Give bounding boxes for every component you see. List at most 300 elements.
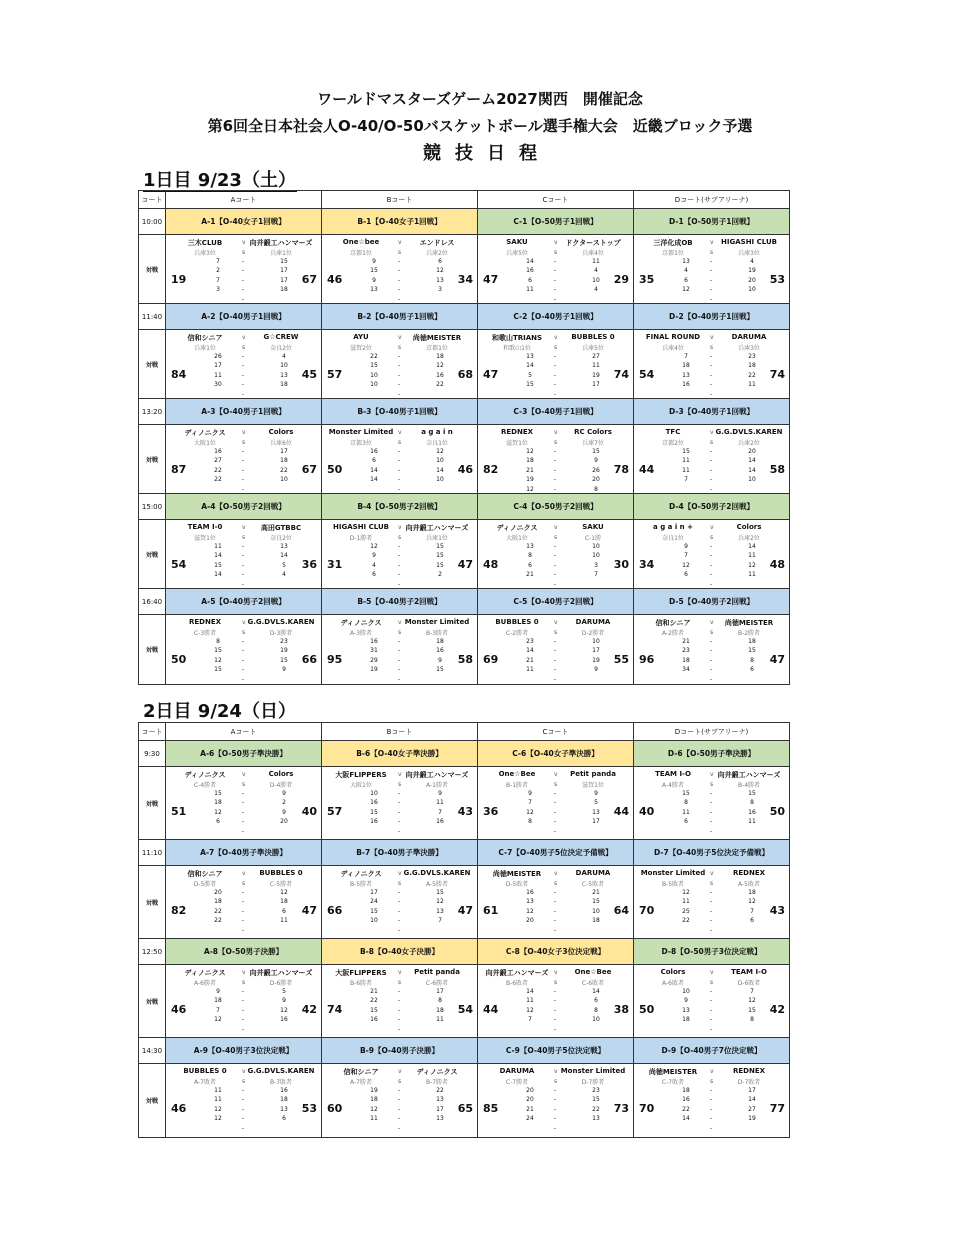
vs-s: s bbox=[398, 534, 402, 541]
score-separator: - bbox=[241, 1096, 245, 1104]
team-2-seed: 兵庫5位 bbox=[582, 345, 604, 352]
team-1-seed: 大阪1位 bbox=[350, 782, 372, 789]
team-1-period-score: 19 bbox=[370, 666, 378, 674]
score-separator: - bbox=[553, 827, 557, 835]
team-2-period-score: 16 bbox=[280, 1016, 288, 1024]
vs-s: s bbox=[398, 781, 402, 788]
score-separator: - bbox=[397, 647, 401, 655]
team-1-total: 36 bbox=[483, 805, 499, 818]
vs-v: v bbox=[710, 334, 714, 341]
match-body bbox=[634, 330, 789, 398]
team-1-seed: B-5勝者 bbox=[349, 881, 373, 888]
match-title: C-7【O-40男子5位決定予備戦】 bbox=[478, 840, 633, 866]
score-separator: - bbox=[709, 580, 713, 588]
match-title: C-8【O-40女子3位決定戦】 bbox=[478, 939, 633, 965]
score-separator: - bbox=[397, 638, 401, 645]
match-body bbox=[634, 615, 789, 684]
team-1-period-score: 23 bbox=[682, 647, 690, 655]
team-1-seed: A-4勝者 bbox=[662, 782, 684, 789]
vs-s: s bbox=[242, 979, 246, 986]
score-separator: - bbox=[397, 1016, 401, 1024]
team-1-period-score: 16 bbox=[370, 638, 378, 645]
team-2-total: 54 bbox=[457, 1003, 473, 1016]
team-1-period-score: 22 bbox=[214, 917, 222, 925]
team-2-period-score: 15 bbox=[748, 1006, 756, 1014]
team-2-period-score: 18 bbox=[280, 286, 288, 294]
team-2-name: 向井鍛工ハンマーズ bbox=[249, 239, 313, 247]
team-1-total: 50 bbox=[171, 653, 187, 666]
team-2-total: 55 bbox=[613, 653, 629, 666]
match-body bbox=[634, 425, 789, 493]
vs-s: s bbox=[710, 249, 714, 256]
matchup-label: 対戦 bbox=[145, 551, 158, 559]
team-1-period-score: 22 bbox=[214, 476, 222, 484]
vs-s: s bbox=[242, 1078, 246, 1085]
vs-s: s bbox=[398, 439, 402, 446]
team-2-period-score: 11 bbox=[436, 799, 444, 807]
vs-v: v bbox=[242, 429, 246, 436]
match-cell bbox=[477, 939, 633, 1037]
match-title: C-3【O-40男子1回戦】 bbox=[478, 399, 633, 425]
team-2-seed: B-7勝者 bbox=[425, 1079, 449, 1086]
team-2-seed: 奈良1位 bbox=[426, 440, 448, 447]
vs-s: s bbox=[710, 781, 714, 788]
match-title: B-1【O-40女子1回戦】 bbox=[322, 209, 477, 235]
team-1-seed: 兵庫1位 bbox=[194, 345, 216, 352]
team-1-period-score: 22 bbox=[370, 353, 378, 360]
score-separator: - bbox=[397, 917, 401, 925]
score-separator: - bbox=[709, 295, 713, 303]
matchup-label: 対戦 bbox=[145, 998, 158, 1006]
team-2-period-score: 15 bbox=[592, 1096, 600, 1104]
team-2-period-score: 15 bbox=[748, 790, 756, 797]
score-separator: - bbox=[397, 827, 401, 835]
team-1-seed: 滋賀1位 bbox=[194, 535, 216, 542]
team-1-seed: C-2勝者 bbox=[505, 630, 529, 637]
team-2-name: G.G.DVLS.KAREN bbox=[247, 618, 315, 626]
team-1-name: 向井鍛工ハンマーズ bbox=[485, 969, 549, 977]
team-1-period-score: 6 bbox=[528, 561, 532, 569]
score-separator: - bbox=[709, 448, 713, 455]
team-1-period-score: 12 bbox=[526, 808, 534, 816]
start-time: 11:10 bbox=[139, 840, 165, 866]
score-separator: - bbox=[553, 476, 557, 484]
vs-s: s bbox=[398, 979, 402, 986]
team-1-period-score: 14 bbox=[526, 647, 534, 655]
score-separator: - bbox=[241, 1115, 245, 1123]
match-body bbox=[478, 425, 633, 493]
vs-s: s bbox=[242, 880, 246, 887]
team-2-seed: B-4勝者 bbox=[737, 782, 761, 789]
team-2-total: 68 bbox=[457, 368, 473, 381]
team-2-period-score: 18 bbox=[436, 353, 444, 360]
score-separator: - bbox=[709, 485, 713, 493]
match-title: C-9【O-40男子5位決定戦】 bbox=[478, 1038, 633, 1064]
team-2-seed: D-2勝者 bbox=[581, 630, 605, 637]
score-separator: - bbox=[709, 286, 713, 294]
team-1-period-score: 15 bbox=[526, 381, 534, 389]
team-1-period-score: 12 bbox=[214, 1016, 222, 1024]
team-1-period-score: 22 bbox=[214, 907, 222, 915]
team-1-period-score: 18 bbox=[682, 1016, 690, 1024]
team-2-total: 65 bbox=[457, 1102, 473, 1115]
team-1-period-score: 11 bbox=[526, 997, 534, 1005]
vs-v: v bbox=[710, 870, 714, 877]
team-1-total: 74 bbox=[327, 1003, 343, 1016]
team-2-period-score: 19 bbox=[280, 647, 288, 655]
team-2-seed: 滋賀1位 bbox=[582, 782, 604, 789]
team-1-period-score: 7 bbox=[216, 258, 220, 265]
team-2-period-score: 17 bbox=[592, 381, 600, 389]
team-2-total: 47 bbox=[769, 653, 785, 666]
team-2-period-score: 14 bbox=[748, 1096, 756, 1104]
day-heading: 2日目 9/24（日） bbox=[143, 701, 296, 722]
team-2-period-score: 11 bbox=[748, 552, 756, 560]
match-body bbox=[166, 767, 321, 839]
team-2-period-score: 9 bbox=[594, 457, 598, 465]
score-separator: - bbox=[553, 561, 557, 569]
team-1-name: REDNEX bbox=[188, 618, 222, 626]
team-2-total: 38 bbox=[613, 1003, 629, 1016]
score-separator: - bbox=[241, 808, 245, 816]
team-1-total: 19 bbox=[171, 273, 187, 286]
team-1-period-score: 15 bbox=[370, 808, 378, 816]
vs-s: s bbox=[554, 534, 558, 541]
team-1-seed: D-5敗者 bbox=[505, 881, 529, 888]
team-1-name: Monster Limited bbox=[328, 428, 394, 436]
team-2-name: DARUMA bbox=[575, 618, 611, 626]
team-2-total: 47 bbox=[301, 904, 317, 917]
schedule-table bbox=[138, 722, 790, 1138]
team-1-period-score: 17 bbox=[370, 889, 378, 896]
vs-s: s bbox=[554, 781, 558, 788]
team-1-seed: C-7勝者 bbox=[505, 1079, 529, 1086]
team-1-period-score: 24 bbox=[370, 898, 378, 906]
team-2-period-score: 13 bbox=[280, 543, 288, 550]
team-1-seed: 滋賀1位 bbox=[506, 440, 528, 447]
match-cell bbox=[165, 494, 321, 588]
team-2-period-score: 27 bbox=[592, 353, 600, 360]
score-separator: - bbox=[241, 799, 245, 807]
team-2-period-score: 18 bbox=[592, 917, 600, 925]
match-cell bbox=[477, 840, 633, 938]
score-separator: - bbox=[241, 898, 245, 906]
team-2-total: 45 bbox=[301, 368, 317, 381]
team-1-period-score: 14 bbox=[682, 1115, 690, 1123]
team-2-period-score: 13 bbox=[280, 1105, 288, 1113]
score-separator: - bbox=[553, 258, 557, 265]
vs-v: v bbox=[242, 239, 246, 246]
team-1-total: 70 bbox=[639, 904, 655, 917]
score-separator: - bbox=[397, 656, 401, 664]
team-2-name: BUBBLES 0 bbox=[571, 333, 615, 341]
team-2-period-score: 6 bbox=[750, 666, 754, 674]
match-title: D-3【O-40男子1回戦】 bbox=[634, 399, 789, 425]
team-2-seed: 兵庫6位 bbox=[270, 440, 292, 447]
match-cell bbox=[477, 741, 633, 839]
vs-s: s bbox=[710, 1078, 714, 1085]
team-1-period-score: 6 bbox=[684, 276, 688, 284]
team-1-period-score: 7 bbox=[684, 476, 688, 484]
team-2-seed: B-7敗者 bbox=[269, 1079, 293, 1086]
team-2-period-score: 4 bbox=[750, 258, 754, 265]
team-2-name: DARUMA bbox=[731, 333, 767, 341]
match-title: C-1【O-50男子1回戦】 bbox=[478, 209, 633, 235]
team-1-period-score: 9 bbox=[684, 543, 688, 550]
team-1-period-score: 13 bbox=[682, 371, 690, 379]
team-2-period-score: 14 bbox=[748, 457, 756, 465]
score-separator: - bbox=[709, 907, 713, 915]
score-separator: - bbox=[241, 362, 245, 370]
team-2-total: 58 bbox=[769, 463, 785, 476]
match-title: A-8【O-50男子決勝】 bbox=[166, 939, 321, 965]
team-1-total: 31 bbox=[327, 558, 343, 571]
team-1-total: 54 bbox=[639, 368, 655, 381]
team-1-period-score: 11 bbox=[214, 1087, 222, 1094]
vs-v: v bbox=[710, 619, 714, 626]
team-2-period-score: 22 bbox=[748, 371, 756, 379]
team-1-name: BUBBLES 0 bbox=[495, 618, 539, 626]
score-separator: - bbox=[553, 666, 557, 674]
team-2-period-score: 22 bbox=[436, 381, 444, 389]
team-2-period-score: 15 bbox=[592, 448, 600, 455]
team-1-total: 82 bbox=[483, 463, 499, 476]
team-1-name: Monster Limited bbox=[640, 869, 706, 877]
score-separator: - bbox=[709, 390, 713, 398]
team-1-period-score: 15 bbox=[682, 790, 690, 797]
score-separator: - bbox=[553, 917, 557, 925]
team-1-period-score: 12 bbox=[526, 448, 534, 455]
score-separator: - bbox=[397, 818, 401, 826]
vs-s: s bbox=[710, 534, 714, 541]
team-2-seed: D-3勝者 bbox=[269, 630, 293, 637]
score-separator: - bbox=[241, 818, 245, 826]
team-2-period-score: 17 bbox=[280, 267, 288, 275]
team-1-seed: C-7敗者 bbox=[661, 1079, 685, 1086]
start-time: 12:50 bbox=[139, 939, 165, 965]
team-1-period-score: 10 bbox=[682, 988, 690, 995]
score-separator: - bbox=[397, 666, 401, 674]
team-1-total: 57 bbox=[327, 805, 343, 818]
team-2-total: 74 bbox=[613, 368, 629, 381]
team-2-period-score: 9 bbox=[438, 656, 442, 664]
matchup-label: 対戦 bbox=[145, 1098, 158, 1105]
team-1-name: ディノニクス bbox=[184, 969, 226, 977]
team-2-total: 47 bbox=[457, 904, 473, 917]
match-cell bbox=[321, 589, 477, 684]
team-2-period-score: 13 bbox=[436, 1096, 444, 1104]
team-2-seed: 兵庫3位 bbox=[738, 250, 760, 257]
time-slot bbox=[139, 589, 789, 684]
team-2-period-score: 14 bbox=[748, 466, 756, 474]
vs-v: v bbox=[242, 870, 246, 877]
team-1-period-score: 7 bbox=[528, 799, 532, 807]
team-1-seed: 和歌山1位 bbox=[503, 345, 531, 352]
team-2-period-score: 18 bbox=[436, 638, 444, 645]
match-title: C-2【O-40男子1回戦】 bbox=[478, 304, 633, 330]
team-2-period-score: 19 bbox=[592, 656, 600, 664]
team-1-total: 61 bbox=[483, 904, 499, 917]
start-time: 10:00 bbox=[139, 209, 165, 235]
team-2-total: 43 bbox=[769, 904, 785, 917]
team-1-period-score: 12 bbox=[682, 286, 690, 294]
vs-v: v bbox=[710, 429, 714, 436]
match-title: B-3【O-40男子1回戦】 bbox=[322, 399, 477, 425]
team-1-period-score: 12 bbox=[214, 1105, 222, 1113]
team-1-period-score: 12 bbox=[370, 543, 378, 550]
vs-s: s bbox=[710, 629, 714, 636]
team-2-period-score: 14 bbox=[436, 466, 444, 474]
score-separator: - bbox=[553, 1016, 557, 1024]
team-1-period-score: 4 bbox=[684, 267, 688, 275]
vs-v: v bbox=[242, 524, 246, 531]
score-separator: - bbox=[709, 267, 713, 275]
team-2-seed: 奈良2位 bbox=[270, 535, 292, 542]
match-cell bbox=[633, 1038, 789, 1137]
score-separator: - bbox=[397, 1105, 401, 1113]
team-2-period-score: 14 bbox=[280, 552, 288, 560]
score-separator: - bbox=[709, 675, 713, 683]
score-separator: - bbox=[397, 1006, 401, 1014]
court-header: Aコート bbox=[165, 723, 321, 740]
team-1-period-score: 18 bbox=[526, 457, 534, 465]
match-cell bbox=[165, 209, 321, 303]
team-2-name: HIGASHI CLUB bbox=[721, 238, 777, 246]
score-separator: - bbox=[553, 390, 557, 398]
team-1-total: 57 bbox=[327, 368, 343, 381]
score-separator: - bbox=[709, 476, 713, 484]
team-2-seed: 兵庫1位 bbox=[270, 250, 292, 257]
team-1-total: 85 bbox=[483, 1102, 499, 1115]
team-2-total: 29 bbox=[613, 273, 629, 286]
vs-v: v bbox=[554, 870, 558, 877]
match-title: D-9【O-40男子7位決定戦】 bbox=[634, 1038, 789, 1064]
team-2-period-score: 6 bbox=[594, 997, 598, 1005]
team-2-name: Colors bbox=[736, 523, 762, 531]
score-separator: - bbox=[709, 799, 713, 807]
team-1-period-score: 13 bbox=[370, 286, 378, 294]
matchup-label: 対戦 bbox=[145, 800, 158, 808]
vs-v: v bbox=[554, 429, 558, 436]
team-1-period-score: 11 bbox=[682, 457, 690, 465]
match-body bbox=[166, 615, 321, 684]
team-1-period-score: 18 bbox=[682, 656, 690, 664]
match-title: B-7【O-40男子準決勝】 bbox=[322, 840, 477, 866]
team-1-period-score: 24 bbox=[526, 1115, 534, 1123]
team-1-seed: 京都1位 bbox=[350, 250, 372, 257]
team-2-period-score: 6 bbox=[438, 258, 442, 265]
score-separator: - bbox=[709, 381, 713, 389]
team-1-period-score: 14 bbox=[214, 552, 222, 560]
team-2-seed: C-5敗者 bbox=[581, 881, 605, 888]
team-1-name: 尚徳MEISTER bbox=[492, 870, 542, 878]
score-separator: - bbox=[709, 571, 713, 579]
score-separator: - bbox=[709, 371, 713, 379]
team-2-period-score: 13 bbox=[436, 907, 444, 915]
score-separator: - bbox=[709, 790, 713, 797]
team-2-total: 43 bbox=[457, 805, 473, 818]
team-1-period-score: 14 bbox=[526, 362, 534, 370]
team-1-period-score: 9 bbox=[528, 790, 532, 797]
court-header: Cコート bbox=[477, 191, 633, 208]
score-separator: - bbox=[397, 267, 401, 275]
match-cell bbox=[477, 209, 633, 303]
vs-s: s bbox=[710, 979, 714, 986]
court-column-label: コート bbox=[141, 727, 163, 736]
match-title: B-9【O-40男子決勝】 bbox=[322, 1038, 477, 1064]
match-body bbox=[478, 235, 633, 303]
team-2-period-score: 20 bbox=[748, 448, 756, 455]
team-1-period-score: 16 bbox=[214, 448, 222, 455]
team-2-seed: C-6勝者 bbox=[425, 980, 449, 987]
score-separator: - bbox=[397, 1087, 401, 1094]
match-body bbox=[634, 965, 789, 1037]
vs-s: s bbox=[554, 439, 558, 446]
score-separator: - bbox=[241, 647, 245, 655]
time-slot bbox=[139, 304, 789, 399]
team-2-period-score: 18 bbox=[436, 1006, 444, 1014]
team-2-period-score: 16 bbox=[436, 371, 444, 379]
score-separator: - bbox=[397, 543, 401, 550]
score-separator: - bbox=[397, 371, 401, 379]
team-2-period-score: 10 bbox=[748, 286, 756, 294]
vs-v: v bbox=[554, 1068, 558, 1075]
team-2-period-score: 19 bbox=[592, 371, 600, 379]
score-separator: - bbox=[553, 907, 557, 915]
score-separator: - bbox=[553, 675, 557, 683]
team-1-period-score: 10 bbox=[370, 381, 378, 389]
vs-v: v bbox=[242, 771, 246, 778]
team-2-name: Petit panda bbox=[570, 770, 616, 778]
team-2-seed: C-5勝者 bbox=[269, 881, 293, 888]
court-header: Bコート bbox=[321, 723, 477, 740]
team-1-period-score: 19 bbox=[526, 476, 534, 484]
team-1-period-score: 12 bbox=[214, 1115, 222, 1123]
schedule-table bbox=[138, 190, 790, 685]
match-title: D-4【O-50男子2回戦】 bbox=[634, 494, 789, 520]
team-2-period-score: 22 bbox=[592, 1105, 600, 1113]
team-2-total: 64 bbox=[613, 904, 629, 917]
team-1-total: 40 bbox=[639, 805, 655, 818]
start-time: 15:00 bbox=[139, 494, 165, 520]
score-separator: - bbox=[241, 907, 245, 915]
score-separator: - bbox=[553, 276, 557, 284]
team-2-period-score: 13 bbox=[280, 371, 288, 379]
match-title: A-1【O-40女子1回戦】 bbox=[166, 209, 321, 235]
team-1-period-score: 11 bbox=[526, 666, 534, 674]
team-1-period-score: 12 bbox=[682, 889, 690, 896]
team-2-total: 42 bbox=[301, 1003, 317, 1016]
team-1-name: ディノニクス bbox=[340, 619, 382, 627]
team-2-period-score: 19 bbox=[748, 1115, 756, 1123]
score-separator: - bbox=[397, 466, 401, 474]
team-1-period-score: 18 bbox=[682, 1087, 690, 1094]
score-separator: - bbox=[241, 1105, 245, 1113]
team-1-name: Colors bbox=[660, 968, 686, 976]
team-2-period-score: 3 bbox=[594, 561, 598, 569]
vs-v: v bbox=[398, 524, 402, 531]
team-2-total: 67 bbox=[301, 273, 317, 286]
team-2-period-score: 13 bbox=[436, 276, 444, 284]
team-2-period-score: 14 bbox=[592, 988, 600, 995]
team-2-seed: C-1勝 bbox=[584, 535, 602, 542]
score-separator: - bbox=[241, 457, 245, 465]
team-1-period-score: 22 bbox=[682, 1105, 690, 1113]
score-separator: - bbox=[709, 457, 713, 465]
match-body bbox=[322, 235, 477, 303]
team-1-total: 44 bbox=[639, 463, 655, 476]
vs-v: v bbox=[398, 429, 402, 436]
